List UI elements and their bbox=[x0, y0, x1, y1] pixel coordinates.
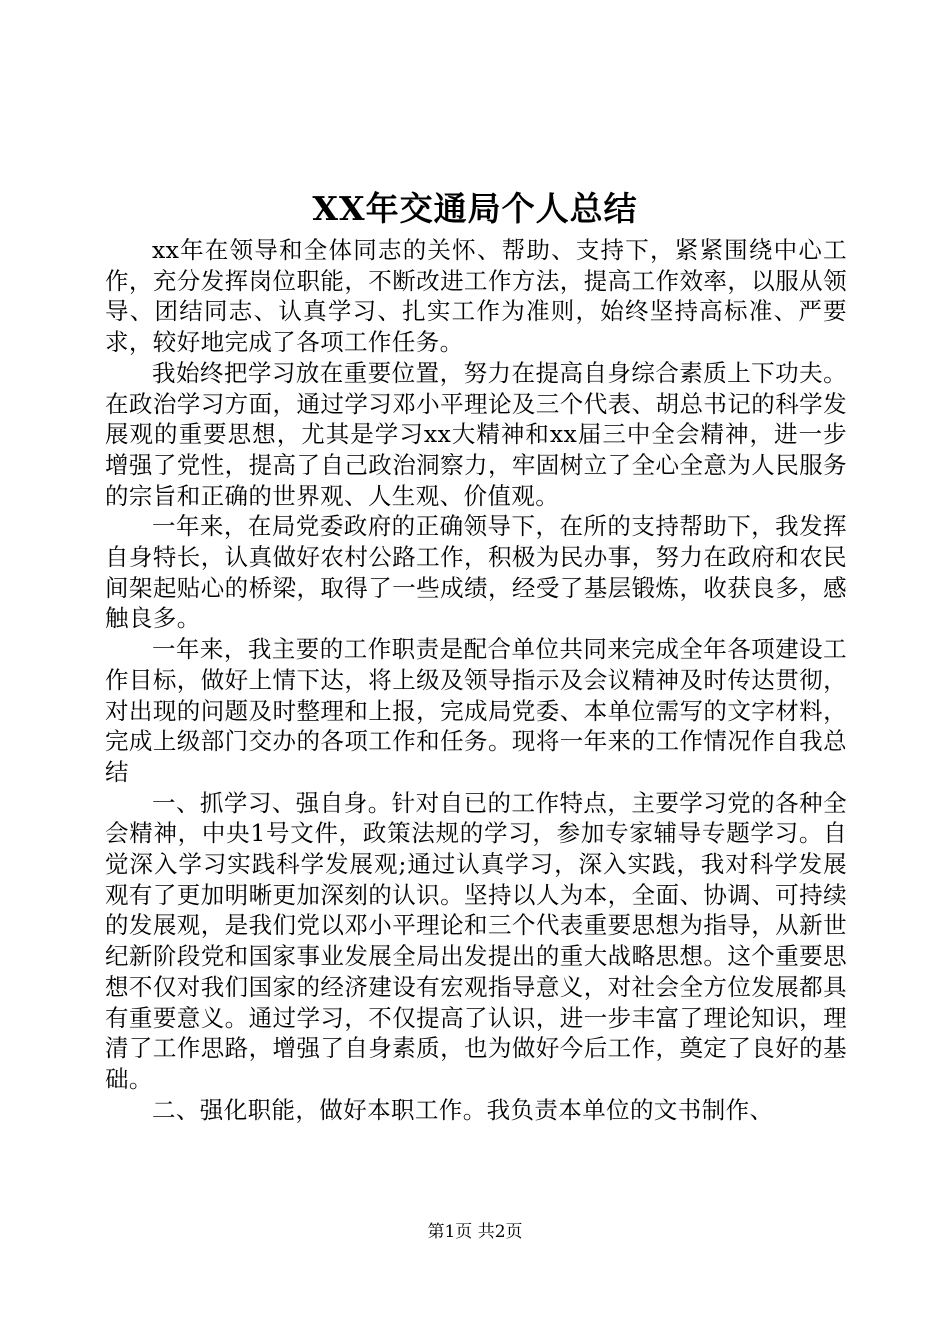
paragraph-1: xx年在领导和全体同志的关怀、帮助、支持下，紧紧围绕中心工作，充分发挥岗位职能，不断改进工作方法，提高工作效率，以服从领导、团结同志、认真学习、扎实工作为准则，始终坚持高标准、严要求，较好地完成了各项工作任务。 bbox=[105, 236, 847, 357]
paragraph-3: 一年来，在局党委政府的正确领导下，在所的支持帮助下，我发挥自身特长，认真做好农村公路工作，积极为民办事，努力在政府和农民间架起贴心的桥梁，取得了一些成绩，经受了基层锻炼，收获良多，感触良多。 bbox=[105, 512, 847, 633]
paragraph-5: 一、抓学习、强自身。针对自已的工作特点，主要学习党的各种全会精神，中央1号文件，政策法规的学习，参加专家辅导专题学习。自觉深入学习实践科学发展观;通过认真学习，深入实践，我对科学发展观有了更加明晰更加深刻的认识。坚持以人为本，全面、协调、可持续的发展观，是我们党以邓小平理论和三个代表重要思想为指导，从新世纪新阶段党和国家事业发展全局出发提出的重大战略思想。这个重要思想不仅对我们国家的经济建设有宏观指导意义，对社会全方位发展都具有重要意义。通过学习，不仅提高了认识，进一步丰富了理论知识，理清了工作思路，增强了自身素质，也为做好今后工作，奠定了良好的基础。 bbox=[105, 788, 847, 1093]
document-title: XX年交通局个人总结 bbox=[312, 189, 638, 228]
paragraph-2: 我始终把学习放在重要位置，努力在提高自身综合素质上下功夫。在政治学习方面，通过学习邓小平理论及三个代表、胡总书记的科学发展观的重要思想，尤其是学习xx大精神和xx届三中全会精神，进一步增强了党性，提高了自己政治洞察力，牢固树立了全心全意为人民服务的宗旨和正确的世界观、人生观、价值观。 bbox=[105, 358, 847, 510]
page-number-footer: 第1页 共2页 bbox=[427, 1222, 523, 1242]
document-body bbox=[105, 235, 847, 1125]
paragraph-6: 二、强化职能，做好本职工作。我负责本单位的文书制作、 bbox=[152, 1095, 774, 1124]
paragraph-4: 一年来，我主要的工作职责是配合单位共同来完成全年各项建设工作目标，做好上情下达，将上级及领导指示及会议精神及时传达贯彻，对出现的问题及时整理和上报，完成局党委、本单位需写的文字材料，完成上级部门交办的各项工作和任务。现将一年来的工作情况作自我总结 bbox=[105, 635, 847, 786]
